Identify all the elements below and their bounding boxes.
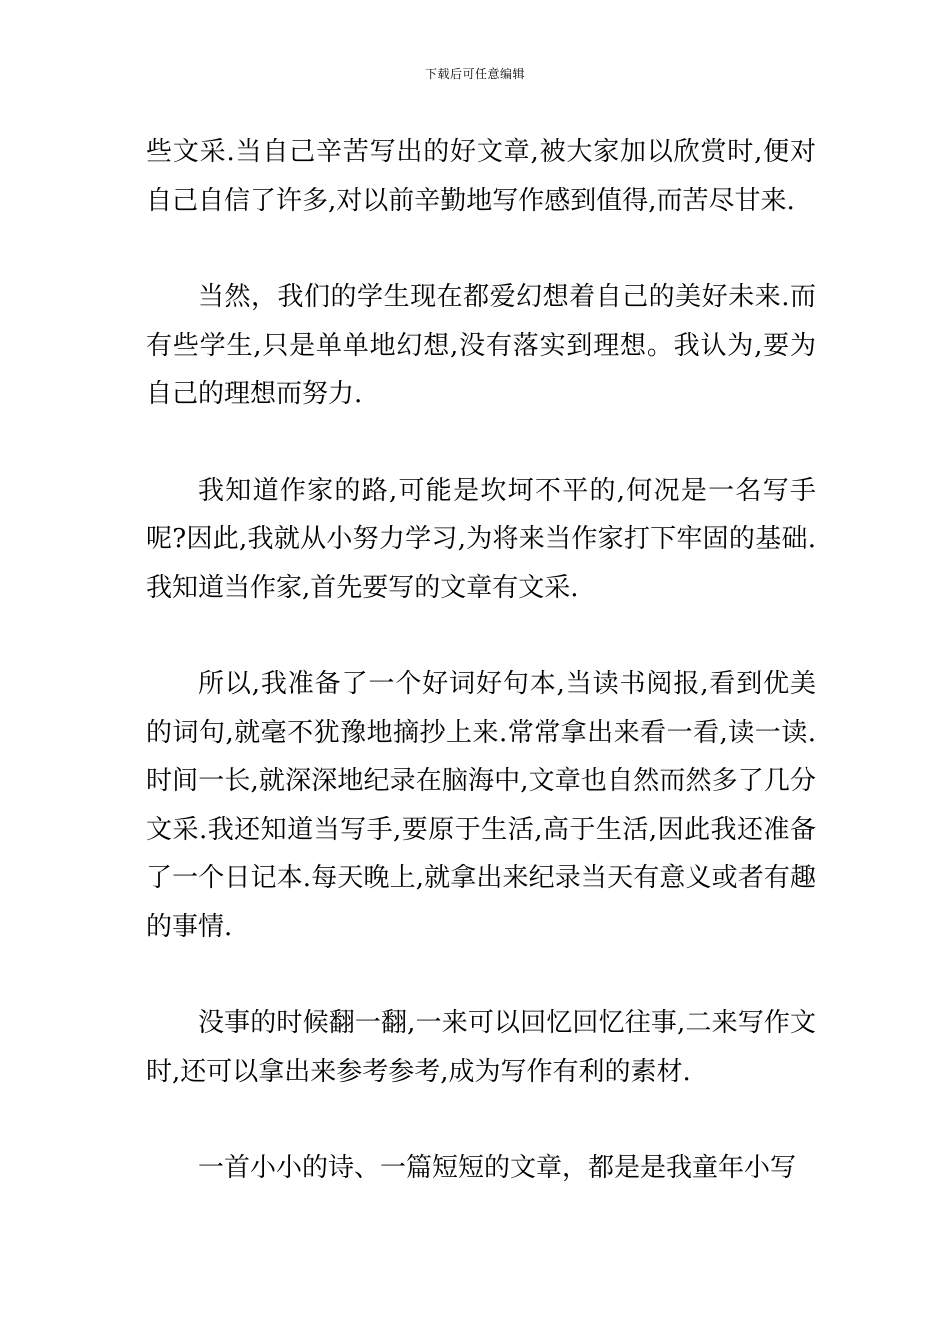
paragraph-1: 些文采.当自己辛苦写出的好文章,被大家加以欣赏时,便对自己自信了许多,对以前辛勤地写作感到值得,而苦尽甘来.	[146, 137, 816, 216]
paragraph-gap	[146, 225, 816, 273]
paragraph-6: 一首小小的诗、一篇短短的文章，都是是我童年小写	[198, 1153, 797, 1183]
paragraph-2: 当然，我们的学生现在都爱幻想着自己的美好未来.而有些学生,只是单单地幻想,没有落实到理想。我认为,要为自己的理想而努力.	[146, 282, 816, 409]
paragraph-gap	[146, 419, 816, 467]
paragraph-4: 所以,我准备了一个好词好句本,当读书阅报,看到优美的词句,就毫不犹豫地摘抄上来.常常拿出来看一看,读一读.时间一长,就深深地纪录在脑海中,文章也自然而然多了几分文采.我还知道当写手,要原于生活,高于生活,因此我还准备了一个日记本.每天晚上,就拿出来纪录当天有意义或者有趣的事情.	[146, 669, 816, 942]
document-body	[146, 128, 816, 1193]
paragraph-3: 我知道作家的路,可能是坎坷不平的,何况是一名写手呢?因此,我就从小努力学习,为将来当作家打下牢固的基础.我知道当作家,首先要写的文章有文采.	[146, 475, 816, 603]
paragraph-5: 没事的时候翻一翻,一来可以回忆回忆往事,二来写作文时,还可以拿出来参考参考,成为写作有利的素材.	[146, 1008, 816, 1087]
paragraph-gap	[146, 612, 816, 660]
page-header-note: 下载后可任意编辑	[424, 67, 525, 81]
paragraph-gap	[146, 1096, 816, 1144]
paragraph-gap	[146, 951, 816, 999]
